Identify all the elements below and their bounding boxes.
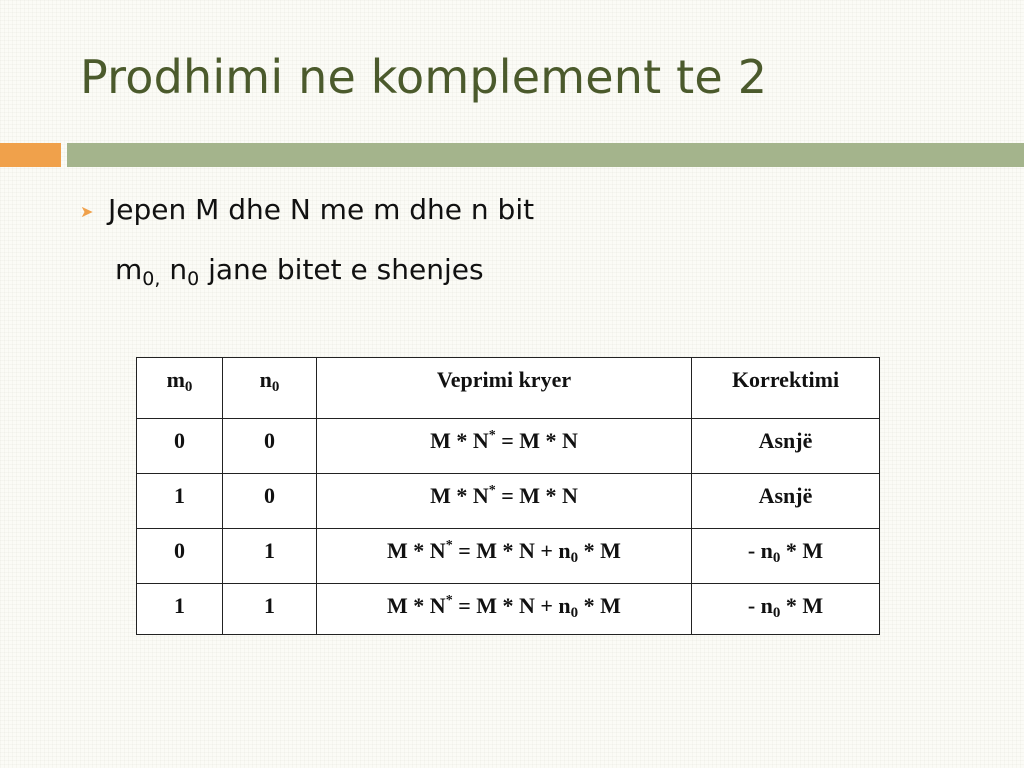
header-m0-sub: 0 (184, 379, 193, 395)
cell-correction (692, 584, 880, 635)
op-part: M * N (430, 483, 489, 508)
corr-sub: 0 (772, 605, 781, 621)
header-correction: Korrektimi (692, 358, 880, 419)
header-n0-base: n (259, 367, 272, 392)
bullet-item (80, 193, 534, 226)
cell-m0: 1 (137, 584, 223, 635)
cell-m0: 0 (137, 529, 223, 584)
op-sub: 0 (570, 605, 579, 621)
bullet-text: Jepen M dhe N me m dhe n bit (108, 193, 535, 226)
table-row (137, 529, 880, 584)
cell-operation (317, 419, 692, 474)
corr-part: - n (747, 593, 773, 618)
m-subscript: 0, (142, 268, 161, 290)
cell-correction: Asnjë (692, 474, 880, 529)
op-sup: * (488, 428, 496, 443)
corr-sub: 0 (772, 550, 781, 566)
cell-m0: 1 (137, 474, 223, 529)
op-part: * M (578, 538, 621, 563)
op-part: = M * N (495, 483, 578, 508)
accent-bar-green (67, 143, 1024, 167)
op-sup: * (445, 538, 453, 553)
cell-operation (317, 474, 692, 529)
slide-title: Prodhimi ne komplement te 2 (80, 50, 768, 104)
cell-correction: Asnjë (692, 419, 880, 474)
n-symbol: n (169, 253, 188, 286)
op-sup: * (445, 593, 453, 608)
cell-n0: 1 (223, 529, 317, 584)
cell-n0: 0 (223, 419, 317, 474)
cell-correction (692, 529, 880, 584)
corr-part: - n (747, 538, 773, 563)
header-n0-sub: 0 (271, 379, 280, 395)
op-part: = M * N (495, 428, 578, 453)
cell-operation (317, 529, 692, 584)
bullet-subline (115, 253, 484, 290)
op-part: M * N (387, 593, 446, 618)
op-part: * M (578, 593, 621, 618)
cell-m0: 0 (137, 419, 223, 474)
n-subscript: 0 (187, 268, 200, 290)
op-part: M * N (430, 428, 489, 453)
table-row (137, 584, 880, 635)
accent-bar-orange (0, 143, 61, 167)
correction-table (136, 357, 880, 635)
header-m0 (137, 358, 223, 419)
table-row (137, 419, 880, 474)
header-operation: Veprimi kryer (317, 358, 692, 419)
op-part: M * N (387, 538, 446, 563)
m-symbol: m (115, 253, 143, 286)
header-n0 (223, 358, 317, 419)
table-header-row (137, 358, 880, 419)
cell-operation (317, 584, 692, 635)
header-m0-base: m (166, 367, 185, 392)
cell-n0: 0 (223, 474, 317, 529)
cell-n0: 1 (223, 584, 317, 635)
corr-part: * M (780, 538, 824, 563)
op-part: = M * N + n (452, 538, 571, 563)
arrow-bullet-icon: ➤ (80, 202, 94, 221)
op-part: = M * N + n (452, 593, 571, 618)
corr-part: * M (780, 593, 824, 618)
table-row (137, 474, 880, 529)
subline-text: jane bitet e shenjes (208, 253, 484, 286)
op-sup: * (488, 483, 496, 498)
op-sub: 0 (570, 550, 579, 566)
